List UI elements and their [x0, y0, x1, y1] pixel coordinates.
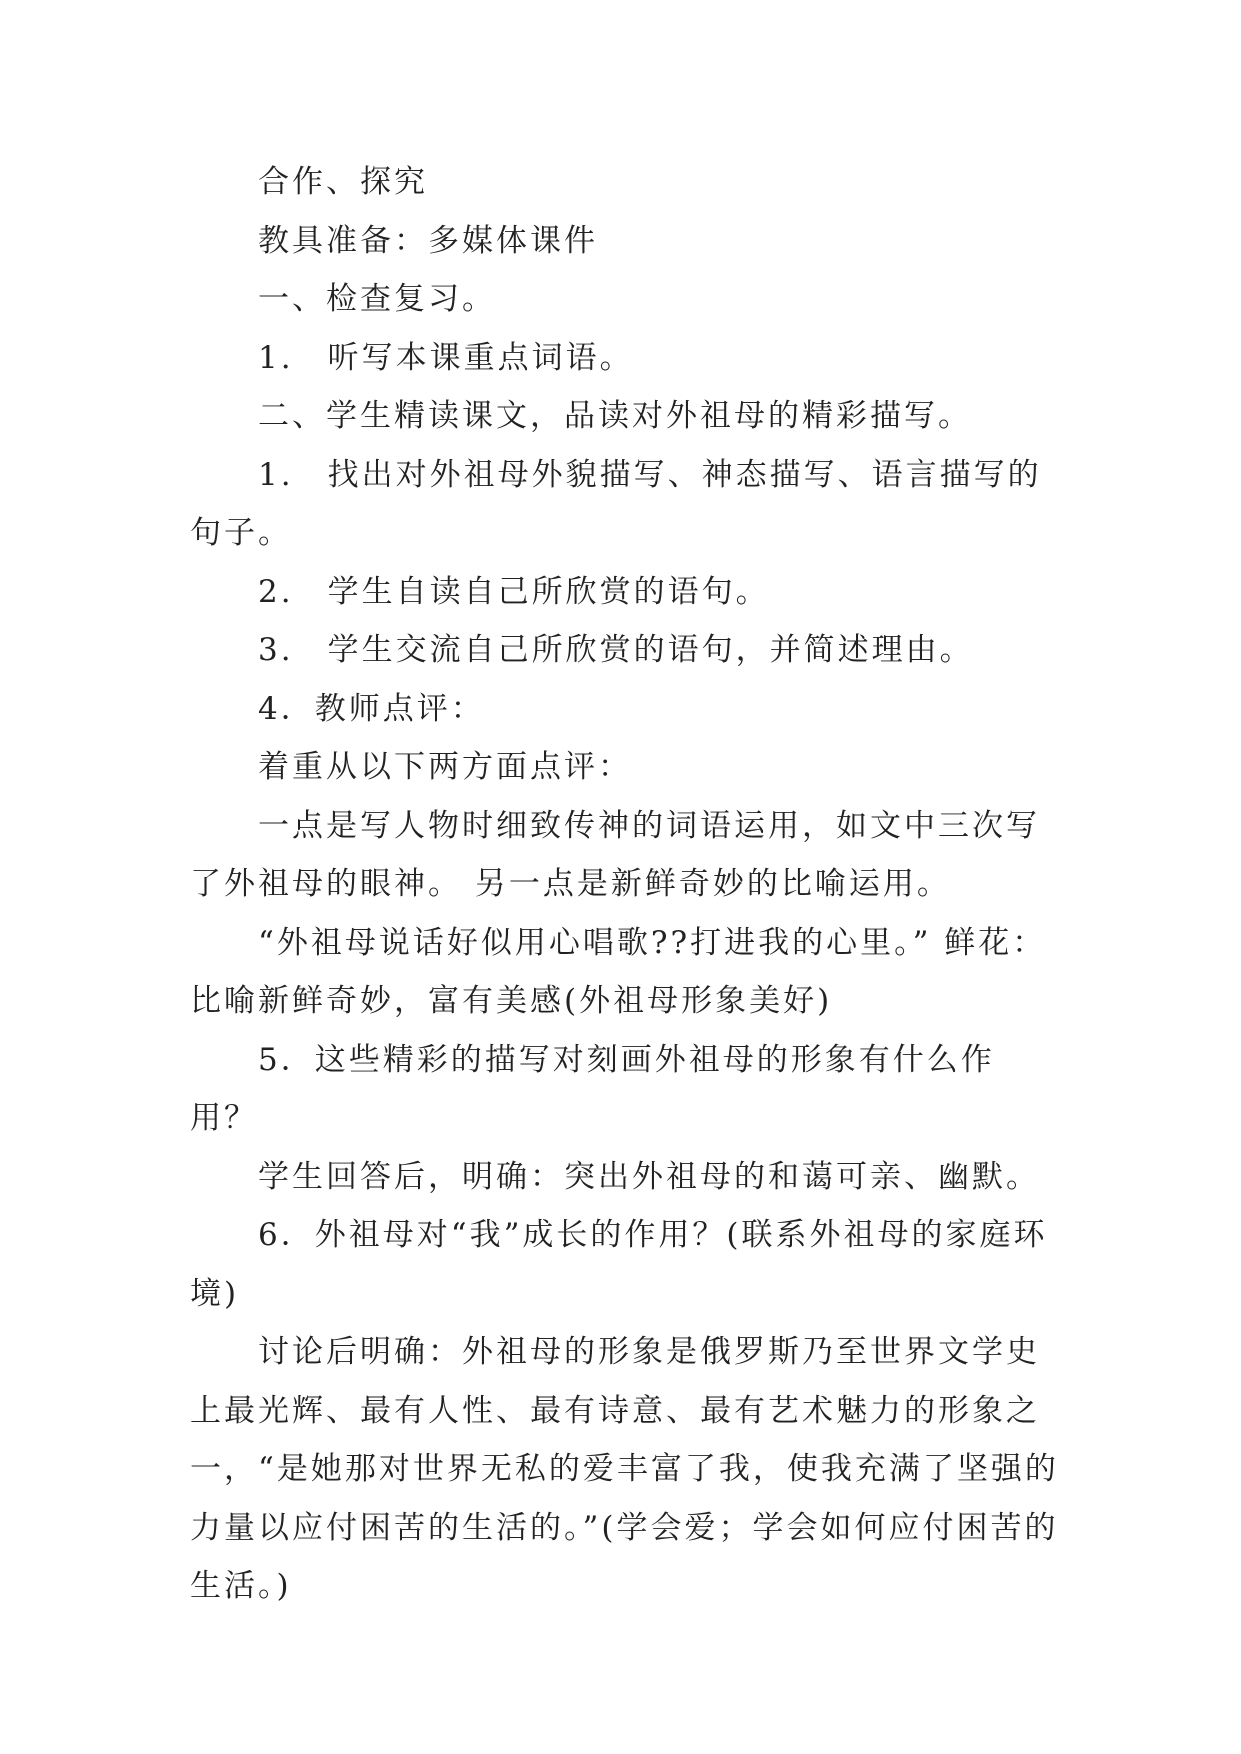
document-body: [190, 153, 1060, 1616]
paragraph-comment-points: 一点是写人物时细致传神的词语运用，如文中三次写了外祖母的眼神。 另一点是新鲜奇妙的比喻运用。: [190, 807, 1040, 902]
list-item-teacher-comment: 4．教师点评：: [258, 690, 485, 727]
list-item-dictation: 1. 听写本课重点词语。: [258, 339, 634, 376]
section-heading-close-reading: 二、学生精读课文，品读对外祖母的精彩描写。: [258, 398, 972, 434]
list-item-question-effect: 5．这些精彩的描写对刻画外祖母的形象有什么作用？: [190, 1041, 995, 1136]
paragraph-quote-example: “外祖母说话好似用心唱歌??打进我的心里。” 鲜花：比喻新鲜奇妙，富有美感(外祖母形象美好): [190, 924, 1047, 1019]
section-heading-review: 一、检查复习。: [258, 281, 496, 317]
paragraph-discussion-conclusion: 讨论后明确：外祖母的形象是俄罗斯乃至世界文学史上最光辉、最有人性、最有诗意、最有艺术魅力的形象之一，“是她那对世界无私的爱丰富了我，使我充满了坚强的力量以应付困苦的生活的。”(学会爱；学会如何应付困苦的生活。): [190, 1334, 1059, 1604]
list-item-question-growth: 6．外祖母对“我”成长的作用？(联系外祖母的家庭环境): [190, 1217, 1048, 1312]
list-item-find-sentences: 1. 找出对外祖母外貌描写、神态描写、语言描写的句子。: [190, 456, 1042, 551]
paragraph-answer-effect: 学生回答后，明确：突出外祖母的和蔼可亲、幽默。: [258, 1158, 1040, 1195]
list-item-self-reading: 2. 学生自读自己所欣赏的语句。: [258, 573, 770, 610]
paragraph-methods: 合作、探究: [258, 164, 428, 200]
list-item-exchange: 3. 学生交流自己所欣赏的语句，并简述理由。: [258, 632, 974, 668]
paragraph-comment-focus: 着重从以下两方面点评：: [258, 749, 632, 785]
paragraph-teaching-aids: 教具准备：多媒体课件: [258, 222, 598, 259]
